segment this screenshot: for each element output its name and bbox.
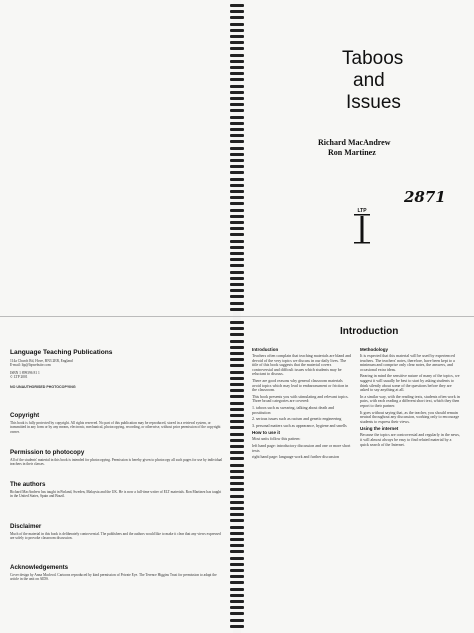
spiral-coil (230, 283, 244, 286)
spiral-coil (230, 264, 244, 267)
book-title-line3: Issues (346, 92, 401, 113)
spiral-coil (230, 277, 244, 280)
authors-text: Richard MacAndrew has taught in Finland, Sweden, Malaysia and the UK. He is now a full-time writer of ELT materials. Ron Martinez has taught in the United States, Spain and Brazil. (10, 490, 222, 499)
logo-text: LTP (357, 208, 367, 214)
spiral-coil (230, 41, 244, 44)
spiral-coil (230, 109, 244, 112)
permission-text: All of the students' material in this book is intended for photocopying. Permission is hereby given to photocopy all such pages for use by individual teachers in their classes. (10, 458, 223, 467)
spiral-coil (230, 445, 244, 448)
spiral-coil (230, 532, 244, 535)
spiral-coil (230, 408, 244, 411)
spiral-coil (230, 588, 244, 591)
spiral-coil (230, 66, 244, 69)
col1-para-6: left hand page: introductory discussion and one or more short texts (252, 442, 351, 453)
spiral-coil (230, 128, 244, 131)
spiral-coil (230, 29, 244, 32)
publisher-email: E-mail: ltp@ltpwebsite.com (10, 363, 51, 368)
spiral-coil (230, 91, 244, 94)
spiral-coil (230, 358, 244, 361)
spiral-coil (230, 439, 244, 442)
spiral-coil (230, 209, 244, 212)
handwritten-number: 2871 (404, 188, 446, 206)
spiral-coil (230, 252, 244, 255)
publisher-name: Language Teaching Publications (10, 349, 113, 356)
publisher-address-block (10, 359, 224, 389)
spiral-coil (230, 569, 244, 572)
spiral-coil (230, 116, 244, 119)
imprint-intro-spread (0, 316, 474, 633)
spiral-coil (230, 60, 244, 63)
spiral-coil (230, 513, 244, 516)
no-photocopying-notice: NO UNAUTHORISED PHOTOCOPYING (10, 384, 76, 389)
spiral-coil (230, 340, 244, 343)
spiral-coil (230, 501, 244, 504)
spiral-coil (230, 395, 244, 398)
spiral-coil (230, 482, 244, 485)
spiral-coil (230, 140, 244, 143)
spiral-coil (230, 414, 244, 417)
spiral-coil (230, 215, 244, 218)
col1-subheading: How to use it (252, 430, 280, 436)
spiral-coil (230, 495, 244, 498)
spiral-coil (230, 153, 244, 156)
col2-subheading: Using the internet (360, 426, 399, 432)
spiral-coil (230, 538, 244, 541)
spiral-coil (230, 221, 244, 224)
spiral-coil (230, 23, 244, 26)
spiral-coil (230, 625, 244, 628)
spiral-coil (230, 78, 244, 81)
spiral-coil (230, 4, 244, 7)
spiral-coil (230, 433, 244, 436)
spiral-coil (230, 352, 244, 355)
spiral-coil (230, 557, 244, 560)
spiral-coil (230, 606, 244, 609)
spiral-coil (230, 333, 244, 336)
spiral-binding-top (228, 0, 246, 316)
col1-list-3: 3. personal matters such as appearance, hygiene and smells (252, 422, 347, 428)
spiral-coil (230, 383, 244, 386)
spiral-coil (230, 134, 244, 137)
spiral-coil (230, 600, 244, 603)
permission-heading: Permission to photocopy (10, 449, 85, 456)
authors-heading: The authors (10, 481, 46, 488)
spiral-coil (230, 72, 244, 75)
spiral-coil (230, 246, 244, 249)
spiral-coil (230, 594, 244, 597)
spiral-coil (230, 507, 244, 510)
spiral-coil (230, 196, 244, 199)
spiral-coil (230, 476, 244, 479)
spiral-coil (230, 550, 244, 553)
spiral-coil (230, 171, 244, 174)
spiral-coil (230, 377, 244, 380)
spiral-coil (230, 308, 244, 311)
author-2: Ron Martinez (328, 148, 376, 157)
spiral-coil (230, 159, 244, 162)
spiral-coil (230, 190, 244, 193)
spiral-coil (230, 526, 244, 529)
copyright-text: This book is fully protected by copyright. All rights reserved. No part of this publication may be reproduced, stored in a retrieval system, or transmitted in any form or by any means, electronic, mechanical, photocopying, recording, or otherwise, without prior permission of the copyright owner. (10, 421, 221, 434)
acknowledgements-text: Cover design by Anna Macleod. Cartoons reproduced by kind permission of Private Eye. The Terence Higgins Trust for permission to adapt the article in the unit on AIDS. (10, 573, 217, 582)
col2-heading: Methodology (360, 347, 388, 352)
spiral-coil (230, 122, 244, 125)
spiral-coil (230, 470, 244, 473)
col2-para-2: Bearing in mind the sensitive nature of many of the topics, we suggest it will usually be best to start by asking students to think silently about some of the questions before they are asked to say anything at all. (360, 373, 460, 393)
isbn: ISBN 1 899396 81 1 (10, 370, 40, 375)
cover-spread (0, 0, 474, 316)
spiral-coil (230, 289, 244, 292)
author-1: Richard MacAndrew (318, 138, 391, 147)
spiral-coil (230, 97, 244, 100)
col1-para-7: right hand page: language work and further discussion (252, 454, 339, 460)
spiral-coil (230, 619, 244, 622)
spiral-coil (230, 389, 244, 392)
spiral-coil (230, 612, 244, 615)
book-title-line1: Taboos (342, 48, 404, 69)
publisher-logo-icon (350, 206, 374, 246)
spiral-coil (230, 202, 244, 205)
spiral-coil (230, 227, 244, 230)
spiral-coil (230, 271, 244, 274)
spiral-coil (230, 47, 244, 50)
blank-left-page (0, 0, 233, 316)
col1-para-1: Teachers often complain that teaching materials are bland and devoid of the very topics we discuss in our daily lives. The title of this book suggests that the material covers controversial and difficult issues which students may be reluctant to discuss. (252, 353, 352, 377)
spiral-coil (230, 402, 244, 405)
spiral-coil (230, 321, 244, 324)
col1-list-2: 2. serious issues such as racism and genetic engineering (252, 416, 342, 422)
spiral-coil (230, 103, 244, 106)
col1-para-3: This book presents you with stimulating and relevant topics. Three broad categories are covered: (252, 393, 349, 404)
intro-column-2 (360, 347, 460, 449)
spiral-coil (230, 563, 244, 566)
spiral-coil (230, 575, 244, 578)
col2-para-5: Because the topics are controversial and regularly in the news, it will almost always be easy to find related material by a quick search of the Internet. (360, 432, 460, 447)
book-title-line2: and (353, 70, 385, 91)
spiral-coil (230, 544, 244, 547)
spiral-coil (230, 581, 244, 584)
spiral-coil (230, 457, 244, 460)
col1-para-5: Most units follow this pattern: (252, 436, 301, 442)
spiral-binding-bottom (228, 317, 246, 633)
spiral-coil (230, 85, 244, 88)
copyright-year: © LTP 2001 (10, 375, 28, 380)
spiral-coil (230, 295, 244, 298)
spiral-coil (230, 240, 244, 243)
spiral-coil (230, 10, 244, 13)
spiral-coil (230, 519, 244, 522)
spiral-coil (230, 464, 244, 467)
publisher-address: 114a Church Rd, Hove, BN3 2EB, England (10, 359, 73, 363)
spiral-coil (230, 35, 244, 38)
spiral-coil (230, 364, 244, 367)
spiral-coil (230, 426, 244, 429)
spiral-coil (230, 178, 244, 181)
col2-para-4: It goes without saying that, as the teacher, you should remain neutral throughout any discussion, working only to encourage students to express their views. (360, 409, 460, 424)
spiral-coil (230, 302, 244, 305)
spiral-coil (230, 420, 244, 423)
spiral-coil (230, 233, 244, 236)
spiral-coil (230, 327, 244, 330)
intro-column-1 (252, 347, 352, 462)
acknowledgements-heading: Acknowledgements (10, 564, 69, 571)
imprint-page (0, 317, 233, 633)
col2-para-3: In a similar way, with the reading texts, students often work in pairs, with each reading a different short text, which they then report to their partner. (360, 393, 460, 408)
spiral-coil (230, 451, 244, 454)
spiral-coil (230, 371, 244, 374)
spiral-coil (230, 488, 244, 491)
col1-list-1: 1. taboos such as swearing, talking about death and prostitution (252, 404, 334, 415)
spiral-coil (230, 184, 244, 187)
spiral-coil (230, 147, 244, 150)
spiral-coil (230, 165, 244, 168)
col2-para-1: It is expected that this material will be used by experienced teachers. The teachers' notes, therefore, have been kept to a minimum and comprise only clear notes, the answers, and occasional extra ideas. (360, 353, 455, 372)
spiral-coil (230, 346, 244, 349)
spiral-coil (230, 54, 244, 57)
disclaimer-text: Much of the material in this book is deliberately controversial. The publishers and the authors would like to make it clear that any views expressed are solely to provoke classroom discussion. (10, 532, 221, 541)
spiral-coil (230, 16, 244, 19)
col1-heading: Introduction (252, 347, 279, 352)
col1-para-2: There are good reasons why general classroom materials avoid topics which may lead to embarrassment or friction in the classroom. (252, 377, 349, 393)
disclaimer-heading: Disclaimer (10, 523, 42, 530)
introduction-title: Introduction (340, 326, 399, 337)
copyright-heading: Copyright (10, 412, 40, 419)
spiral-coil (230, 258, 244, 261)
